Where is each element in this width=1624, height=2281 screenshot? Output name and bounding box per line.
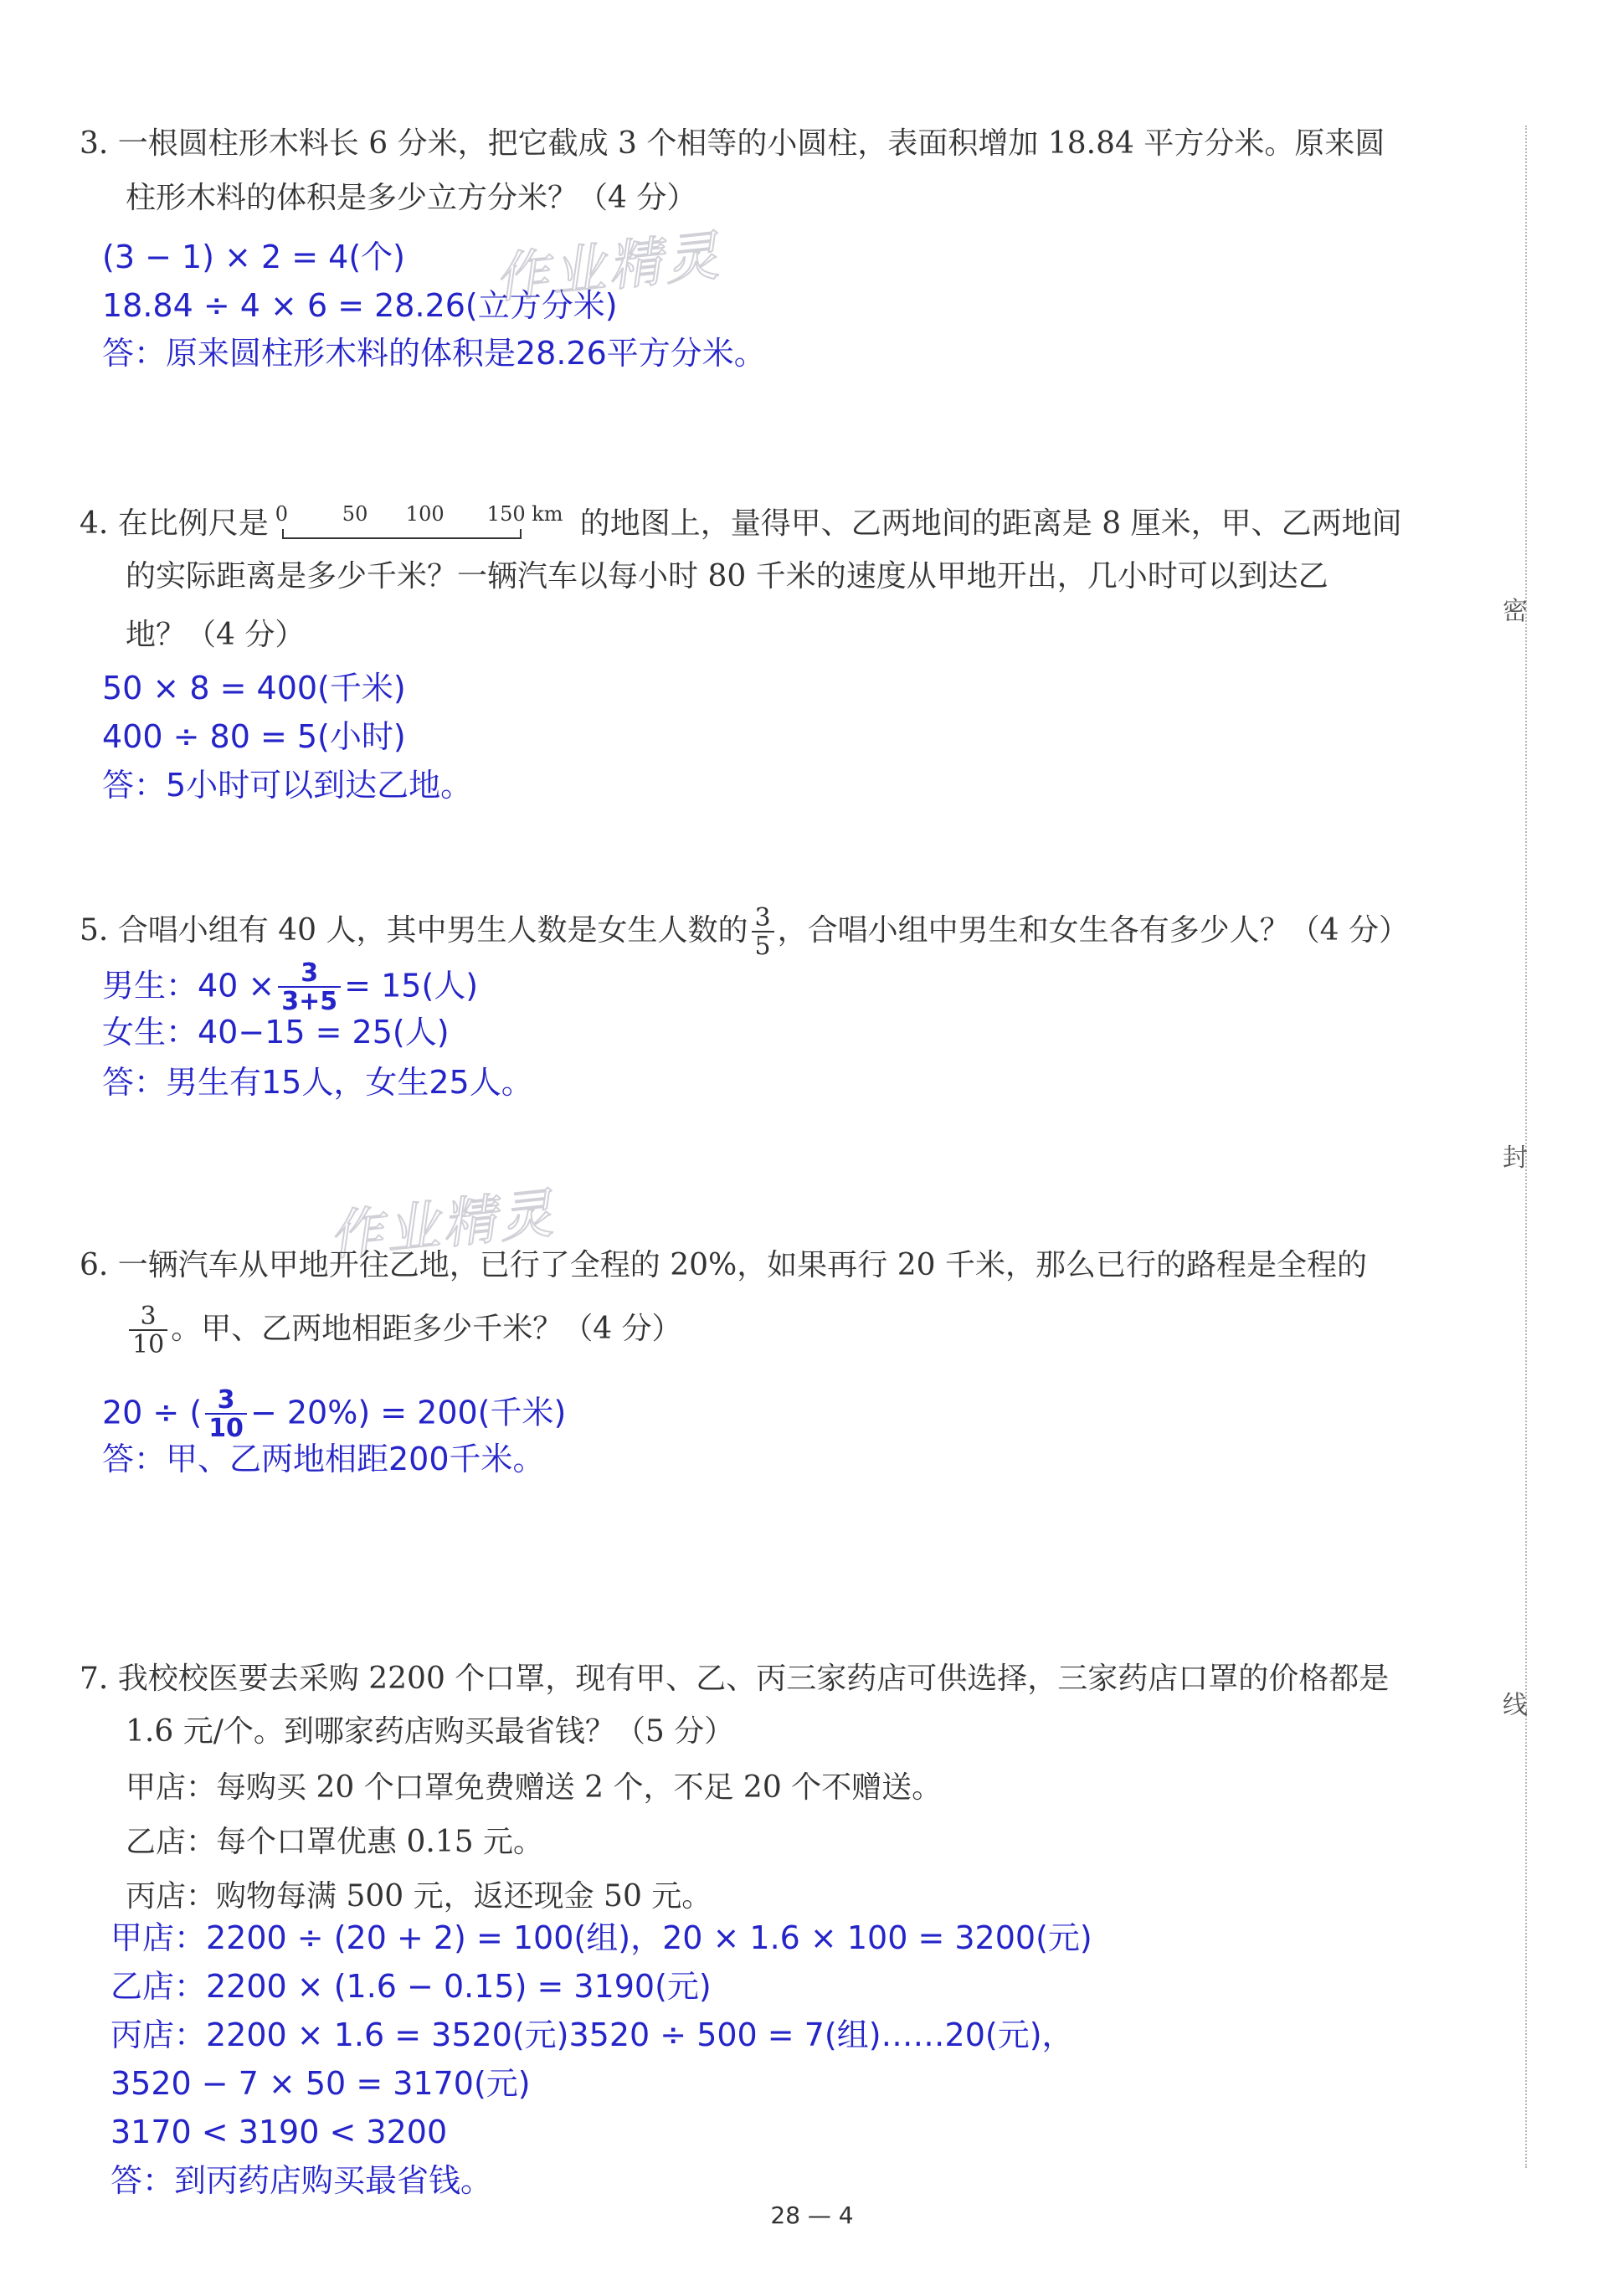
q6-line1: 6. 一辆汽车从甲地开往乙地，已行了全程的 20%，如果再行 20 千米，那么已行的路程是全程的: [80, 1248, 1367, 1282]
scale-bar-line: [282, 529, 522, 539]
map-scale-bar: [274, 504, 575, 544]
q5-line1-pre: 5. 合唱小组有 40 人，其中男生人数是女生人数的: [80, 913, 748, 948]
q5-answer-1: [102, 958, 479, 1016]
q6-fraction: [129, 1304, 167, 1358]
q3-line2: 柱形木料的体积是多少立方分米？（4 分）: [126, 181, 697, 215]
q6-line2-post: 。甲、乙两地相距多少千米？（4 分）: [171, 1312, 682, 1346]
q6-answer-fraction-numerator: 3: [217, 1385, 235, 1415]
q6-answer-2: 答：甲、乙两地相距200千米。: [102, 1441, 545, 1477]
q6-answer-fraction: [205, 1385, 247, 1443]
scale-tick-100: 100: [405, 502, 445, 526]
q4-line3: 地？（4 分）: [126, 618, 306, 652]
scale-tick-150: 150 km: [486, 502, 563, 526]
scale-tick-0: 0: [275, 502, 289, 526]
q5-fraction-denominator: 5: [752, 931, 774, 959]
q5-answer-1-pre: 男生：40 ×: [102, 967, 275, 1004]
q7-answer-6: 答：到丙药店购买最省钱。: [110, 2162, 493, 2199]
q6-fraction-numerator: 3: [140, 1302, 157, 1331]
q3-answer-3: 答：原来圆柱形木料的体积是28.26平方分米。: [102, 335, 766, 372]
side-mark-mi: 密: [1503, 597, 1528, 626]
q5-fraction: [752, 903, 774, 961]
watermark-2: 作业精灵: [326, 1182, 559, 1268]
q6-fraction-denominator: 10: [129, 1329, 167, 1358]
q7-answer-3: 丙店：2200 × 1.6 = 3520(元)3520 ÷ 500 = 7(组)……20(元)，: [110, 2016, 1074, 2053]
q6-answer-1: [102, 1385, 567, 1443]
q5-line1: [80, 903, 1409, 961]
side-mark-xian: 线: [1503, 1691, 1528, 1720]
q7-answer-4: 3520 − 7 × 50 = 3170(元): [110, 2065, 531, 2102]
q7-line3: 甲店：每购买 20 个口罩免费赠送 2 个，不足 20 个不赠送。: [126, 1770, 943, 1805]
q5-answer-fraction-denominator: 3+5: [278, 986, 341, 1015]
q6-answer-1-pre: 20 ÷ (: [102, 1394, 203, 1431]
q5-fraction-numerator: 3: [754, 903, 771, 932]
q4-answer-1: 50 × 8 = 400(千米): [102, 670, 406, 706]
q5-answer-3: 答：男生有15人，女生25人。: [102, 1064, 533, 1101]
q7-line2: 1.6 元/个。到哪家药店购买最省钱？（5 分）: [126, 1714, 735, 1749]
q4-line1-post: 的地图上，量得甲、乙两地间的距离是 8 厘米，甲、乙两地间: [579, 506, 1402, 541]
q4-answer-2: 400 ÷ 80 = 5(小时): [102, 718, 406, 755]
q6-answer-1-post: − 20%) = 200(千米): [249, 1394, 567, 1431]
q7-answer-1: 甲店：2200 ÷ (20 + 2) = 100(组)，20 × 1.6 × 100 = 3200(元): [110, 1919, 1092, 1956]
q4-answer-3: 答：5小时可以到达乙地。: [102, 767, 473, 804]
q7-answer-5: 3170 < 3190 < 3200: [110, 2114, 448, 2150]
q7-answer-2: 乙店：2200 × (1.6 − 0.15) = 3190(元): [110, 1968, 712, 2005]
q7-line4: 乙店：每个口罩优惠 0.15 元。: [126, 1825, 544, 1859]
q5-line1-post: ，合唱小组中男生和女生各有多少人？（4 分）: [777, 913, 1409, 948]
q3-answer-1: (3 − 1) × 2 = 4(个): [102, 239, 406, 275]
q4-line1: [80, 504, 1402, 544]
page-number: 28 — 4: [770, 2201, 854, 2229]
q6-answer-fraction-denominator: 10: [205, 1413, 247, 1441]
q5-answer-1-post: = 15(人): [344, 967, 479, 1004]
q3-answer-2: 18.84 ÷ 4 × 6 = 28.26(立方分米): [102, 287, 618, 324]
watermark-1: 作业精灵: [491, 224, 725, 311]
q7-line1: 7. 我校校医要去采购 2200 个口罩，现有甲、乙、丙三家药店可供选择，三家药店口罩的价格都是: [80, 1662, 1390, 1696]
q6-line2: [126, 1304, 682, 1358]
side-mark-feng: 封: [1503, 1143, 1528, 1173]
q5-answer-2: 女生：40−15 = 25(人): [102, 1014, 450, 1051]
q5-answer-fraction: [278, 958, 341, 1016]
q5-answer-fraction-numerator: 3: [301, 958, 319, 988]
q3-line1: 3. 一根圆柱形木料长 6 分米，把它截成 3 个相等的小圆柱，表面积增加 18.84 平方分米。原来圆: [80, 126, 1385, 161]
q4-line2: 的实际距离是多少千米？一辆汽车以每小时 80 千米的速度从甲地开出，几小时可以到达乙: [126, 559, 1328, 593]
q4-line1-pre: 4. 在比例尺是: [80, 506, 269, 541]
scale-tick-50: 50: [342, 502, 368, 526]
q7-line5: 丙店：购物每满 500 元，返还现金 50 元。: [126, 1879, 712, 1914]
